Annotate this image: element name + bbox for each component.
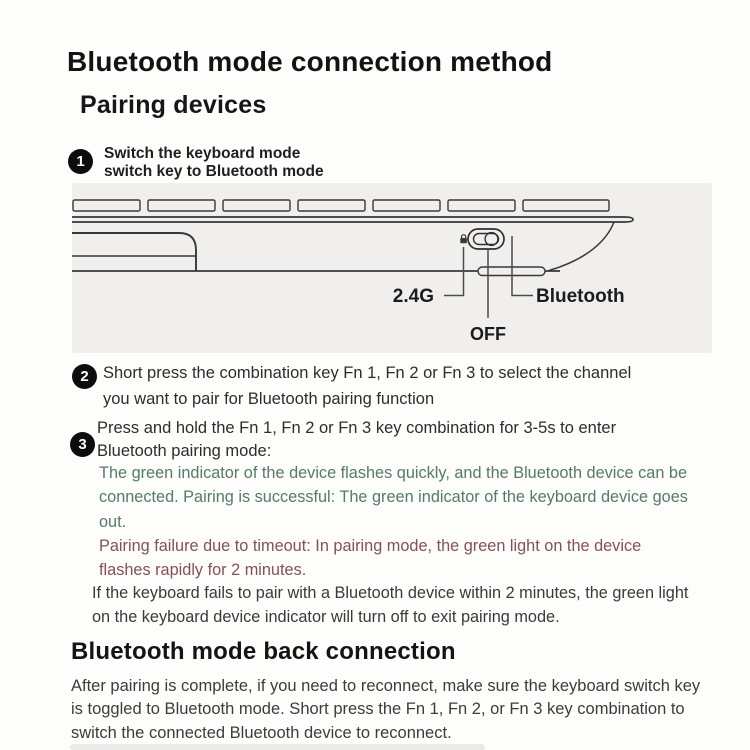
keycaps-row <box>73 200 609 211</box>
note-pairing-timeout: If the keyboard fails to pair with a Bluetooth device within 2 minutes, the green light on the keyboard device indicator will turn off to exit pairing mode. <box>92 584 689 626</box>
step-text-1: Switch the keyboard mode switch key to Bluetooth mode <box>104 145 324 180</box>
diagram-label-2-4g: 2.4G <box>392 286 434 307</box>
mode-switch-illustration <box>468 229 504 249</box>
keyboard-side-view-diagram <box>72 183 712 353</box>
page-title: Bluetooth mode connection method <box>67 46 553 77</box>
callout-line-bluetooth <box>512 236 533 296</box>
note-pairing-failure: Pairing failure due to timeout: In pairing mode, the green light on the device flashes rapidly for 2 minutes. <box>99 537 642 579</box>
section-heading-back-connection: Bluetooth mode back connection <box>71 638 456 665</box>
step-text-2: Short press the combination key Fn 1, Fn 2 or Fn 3 to select the channel you want to pair for Bluetooth pairing function <box>103 364 632 408</box>
step-badge-3: 3 <box>70 432 95 457</box>
step-text-3: Press and hold the Fn 1, Fn 2 or Fn 3 key combination for 3-5s to enter Bluetooth pairing mode: <box>97 419 617 460</box>
section-heading-pairing: Pairing devices <box>80 91 267 119</box>
back-connection-body: After pairing is complete, if you need to reconnect, make sure the keyboard switch key is toggled to Bluetooth mode. Short press the Fn 1, Fn 2, or Fn 3 key combination to switch the connected Bluetooth device to reconnect. <box>71 677 701 742</box>
switch-knob <box>485 233 498 246</box>
diagram-label-bluetooth: Bluetooth <box>536 286 625 307</box>
keyboard-diagram-panel <box>72 183 712 353</box>
step-badge-1: 1 <box>68 149 93 174</box>
diagram-label-off: OFF <box>470 324 506 344</box>
keyboard-side-outline <box>72 217 633 276</box>
note-pairing-success: The green indicator of the device flashes quickly, and the Bluetooth device can be connected. Pairing is successful: The green indicator of the keyboard device goes out. <box>99 464 688 531</box>
step-badge-2: 2 <box>72 364 97 389</box>
lock-icon <box>460 235 467 244</box>
bottom-divider <box>70 744 485 750</box>
